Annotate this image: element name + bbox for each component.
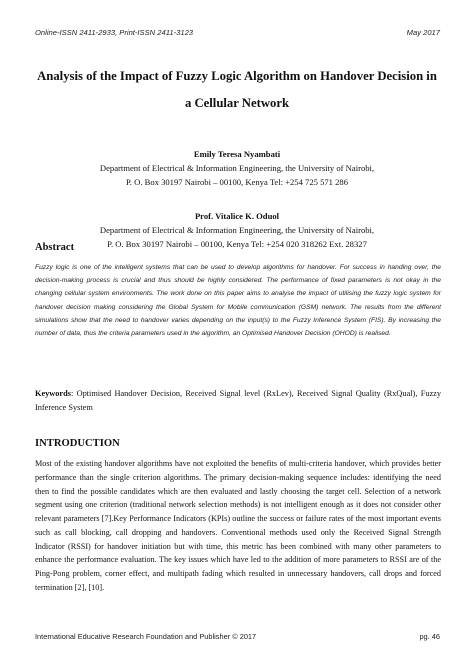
author-affiliation: Department of Electrical & Information Engineering, the University of Nairobi,: [99, 225, 375, 235]
author-name: Emily Teresa Nyambati: [193, 149, 281, 159]
title-line-2: a Cellular Network: [184, 96, 290, 110]
author-affiliation: Department of Electrical & Information Engineering, the University of Nairobi,: [99, 163, 375, 173]
keywords-text: : Optimised Handover Decision, Received Signal level (RxLev), Received Signal Quality (RxQual), Fuzzy Inference System: [35, 389, 441, 412]
paper-title: [30, 63, 444, 117]
page-footer: [35, 632, 440, 641]
author-address: P. O. Box 30197 Nairobi – 00100, Kenya Tel: +254 020 318262 Ext. 28327: [107, 239, 367, 249]
author-name: Prof. Vitalice K. Oduol: [194, 211, 280, 221]
keywords-paragraph: [35, 387, 441, 415]
running-header: [35, 28, 440, 37]
abstract-heading: Abstract: [35, 242, 75, 253]
author-block-1: [30, 147, 444, 189]
issue-date: May 2017: [406, 28, 440, 37]
publisher-text: International Educative Research Foundation and Publisher © 2017: [35, 632, 257, 641]
title-line-1: Analysis of the Impact of Fuzzy Logic Algorithm on Handover Decision in: [37, 69, 437, 83]
introduction-text: Most of the existing handover algorithms have not exploited the benefits of multi-criteria handover, which provides better performance than the single criterion algorithms. The primary decision-making sequence includes: identifying the need then to find the possible candidates which are then evaluated and lastly choosing the target cell. Selection of a network segment using one criterion (traditional network selection methods) is not intelligent enough as it does not consider other relevant parameters [7].Key Performance Indicators (KPIs) outline the success or failure rates of the most important events such as call blocking, call dropping and handovers. Conventional methods used only the Received Signal Strength Indicator (RSSI) for handover initiation but with time, this metric has been combined with many other parameters to enhance the performance evaluation. The key issues which have led to the addition of more parameters to RSSI are of the Ping-Pong problem, corner effect, and multipath fading which resulted in unnecessary handovers, call drops and forced termination [2], [10].: [35, 459, 441, 592]
keywords-label: Keywords: [35, 389, 71, 398]
issn-text: Online-ISSN 2411-2933, Print-ISSN 2411-3123: [35, 28, 194, 37]
page-number: pg. 46: [419, 632, 440, 641]
introduction-heading: INTRODUCTION: [35, 438, 120, 449]
author-block-2: [30, 209, 444, 251]
author-address: P. O. Box 30197 Nairobi – 00100, Kenya Tel: +254 725 571 286: [125, 177, 349, 187]
abstract-text: Fuzzy logic is one of the intelligent systems that can be used to develop algorithms for handover. For success in handing over, the decision-making process is crucial and thus should be highly considered. The performance of fixed parameters is not okay in the changing cellular system environments. The work done on this paper aims to analyse the impact of utilising the fuzzy logic system for handover decision making considering the Global System for Mobile communication (GSM) network. The results from the different simulations show that the need to handover varies depending on the input(s) to the Fuzzy Inference System (FIS). By increasing the number of data, thus the criteria parameters used in the algorithm, an Optimised Handover Decision (OHOD) is realised.: [35, 264, 441, 338]
